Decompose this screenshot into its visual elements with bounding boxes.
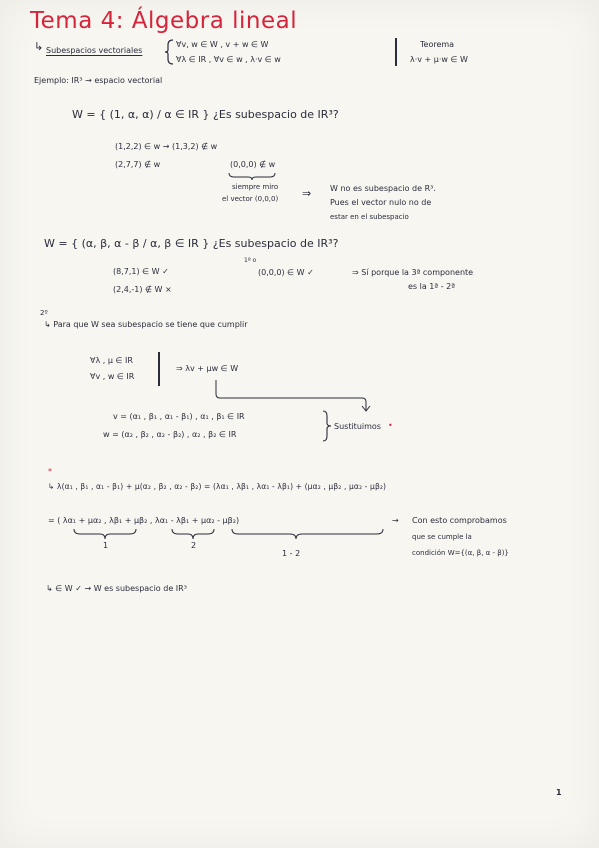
quantifier-2: ∀v , w ∈ IR [90,372,135,381]
page-number: 1 [556,788,562,797]
note-brace [228,172,276,180]
first-step-label: 1º o [244,257,257,264]
subst-arrow [210,378,370,412]
example-line-5: (2,4,-1) ∉ W × [113,285,172,294]
set-w2: W = { (α, β, α - β / α, β ∈ IR } ¿Es subespacio de IR³? [44,237,339,250]
quantifier-divider [158,352,160,386]
check-line-1: Con esto comprobamos [412,516,507,525]
example-line-1: (1,2,2) ∈ w → (1,3,2) ∉ w [115,142,218,151]
theorem-formula: λ·v + μ·w ∈ W [410,55,468,64]
conditions-brace [165,39,175,65]
section-label: Subespacios vectoriales [46,46,143,55]
quantifier-1: ∀λ , μ ∈ IR [90,356,133,365]
example-line-6: (0,0,0) ∈ W ✓ [258,268,314,277]
theorem-divider [395,38,397,66]
example-line-3: (0,0,0) ∉ w [230,160,276,169]
example-line-2: (2,7,7) ∉ w [115,160,161,169]
step-two-number: 2º [40,309,48,317]
calc-line-1: ↳ λ(α₁ , β₁ , α₁ - β₁) + μ(α₂ , β₂ , α₂ - β₂) = (λα₁ , λβ₁ , λα₁ - λβ₁) + (μα₂ , μβ₂ , μα₂ - μβ₂) [48,482,387,491]
final-conclusion: ↳ ∈ W ✓ → W es subespacio de IR³ [46,584,187,593]
vector-w: w = (α₂ , β₂ , α₂ - β₂) , α₂ , β₂ ∈ IR [103,430,237,439]
conclusion-1: W no es subespacio de R³. [330,184,436,193]
calc-star: * [48,467,52,476]
closure-implication: ⇒ λv + μw ∈ W [176,364,239,373]
condition-sum: ∀v, w ∈ W , v + w ∈ W [176,40,269,49]
check-line-3: condición W={(α, β, α - β)} [412,549,509,557]
page-title: Tema 4: Álgebra lineal [30,8,298,34]
example-line-6b: ⇒ Sí porque la 3ª componente [352,268,474,277]
underbrace-label-2: 2 [191,541,197,550]
calc-arrow: → [392,516,399,525]
step-two-intro: ↳ Para que W sea subespacio se tiene que cumplir [44,320,248,329]
vector-v: v = (α₁ , β₁ , α₁ - β₁) , α₁ , β₁ ∈ IR [113,412,245,421]
note-line-a: siempre miro [232,183,279,191]
underbrace-label-3: 1 - 2 [282,549,301,558]
conclusion-2: Pues el vector nulo no de [330,198,432,207]
theorem-title: Teorema [420,40,455,49]
note-line-b: el vector (0,0,0) [222,195,279,203]
example-line-6c: es la 1ª - 2ª [408,282,455,291]
example-label: Ejemplo: IR³ → espacio vectorial [34,76,163,85]
calc-underbraces [72,528,392,540]
substitute-dot: • [388,421,393,430]
implies-arrow: ⇒ [302,187,312,200]
substitute-label: Sustituimos [334,422,381,431]
example-line-4: (8,7,1) ∈ W ✓ [113,267,169,276]
conclusion-3: estar en el subespacio [330,213,409,221]
section-arrow: ↳ [34,40,44,53]
vectors-brace [323,410,331,442]
calc-line-2: = ( λα₁ + μα₂ , λβ₁ + μβ₂ , λα₁ - λβ₁ + μα₂ - μβ₂) [48,516,240,525]
set-w1: W = { (1, α, α) / α ∈ IR } ¿Es subespacio de IR³? [72,108,339,121]
check-line-2: que se cumple la [412,533,472,541]
underbrace-label-1: 1 [103,541,109,550]
condition-scalar: ∀λ ∈ IR , ∀v ∈ w , λ·v ∈ w [176,55,281,64]
